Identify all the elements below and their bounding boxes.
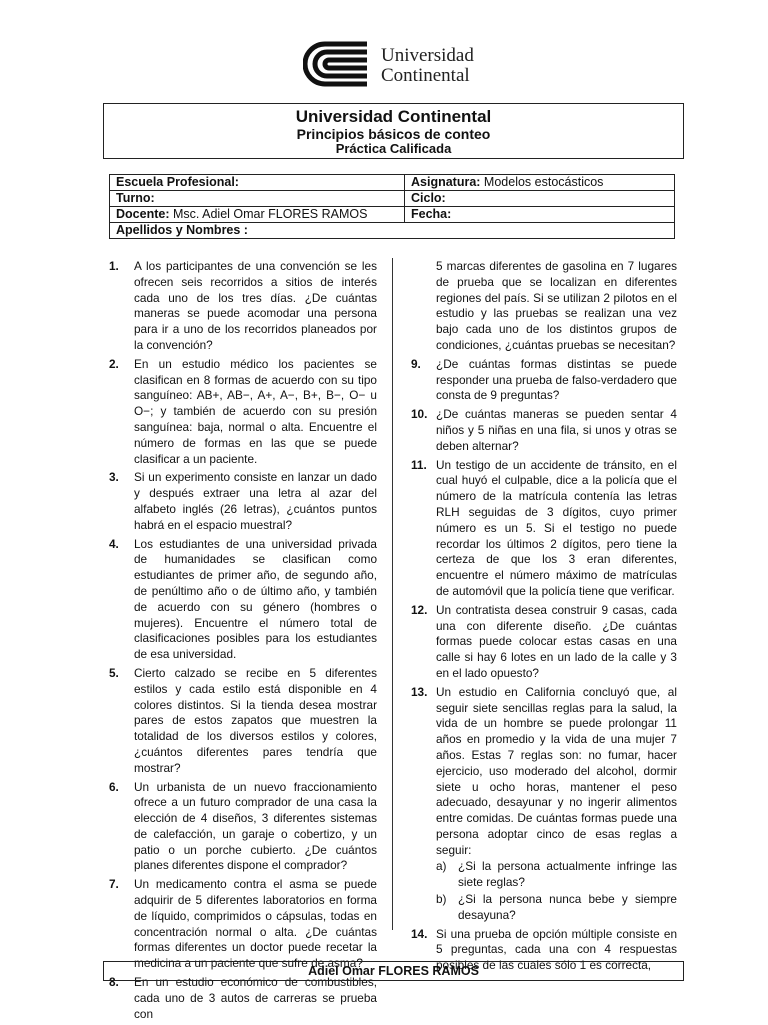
sub-item: a) ¿Si la persona actualmente infringe las siete reglas? [436,859,677,890]
problem-item: 14. Si una prueba de opción múltiple consiste en 5 preguntas, cada una con 4 respuestas posibles de las cuales sólo 1 es correcta, [411,926,677,973]
problem-continuation: 5 marcas diferentes de gasolina en 7 lugares de prueba que se localizan en diferentes regiones del país. Si se utilizan 2 pilotos en el estudio y las pruebas se realizan una vez bajo cada uno de los distintos grupos de condiciones, ¿cuántas pruebas se necesitan? [436,259,677,352]
fecha-cell: Fecha: [405,207,675,223]
problem-item: 13. Un estudio en California concluyó que, al seguir siete sencillas reglas para la salud, la vida de un hombre se puede prolongar 11 años en promedio y la vida de una mujer 7 años. Estas 7 reglas son: no fumar, hacer ejercicio, uso moderado del alcohol, dormir siete u ocho horas, mantener el peso adecuado, desayunar y no ingerir alimentos entre comidas. De cuántas formas puede una persona adoptar cinco de esas reglas a seguir: a) ¿Si la persona actualmente infringe las siete reglas? b) ¿Si la persona nunca bebe y siempre desayuna? [411,684,677,922]
info-table [109,174,675,239]
right-column [411,259,677,977]
problem-item: 8. En un estudio económico de combustibles, cada uno de 3 autos de carreras se prueba con [109,975,377,1021]
escuela-cell: Escuela Profesional: [110,175,405,191]
docente-cell: Docente: Msc. Adiel Omar FLORES RAMOS [110,207,405,223]
document-subtitle: Principios básicos de conteo [296,126,491,142]
problem-item: 11. Un testigo de un accidente de tránsito, en el cual huyó el culpable, dice a la policía que el número de la matrícula contenía las letras RLH seguidas de 3 dígitos, cuyo primer número es un 5. Si el testigo no puede recordar los últimos 2 dígitos, pero tiene la certeza de que los 3 eran diferentes, encuentre el número máximo de matrículas de automóvil que la policía tiene que verificar. [411,457,677,598]
problem-item: 12. Un contratista desea construir 9 casas, cada una con diferente diseño. ¿De cuántas formas puede colocar estas casas en una calle si hay 6 lotes en un lado de la calle y 3 en el lado opuesto? [411,602,677,680]
problem-item: 1. A los participantes de una convención se les ofrecen seis recorridos a sitios de interés cada uno de los tres días. ¿De cuántas maneras se puede acomodar una persona para ir a uno de los recorridos planeados por la convención? [109,259,377,352]
turno-cell: Turno: [110,191,405,207]
university-logo [303,40,493,90]
document-type: Práctica Calificada [335,141,452,156]
column-divider [392,258,393,930]
problem-item: 2. En un estudio médico los pacientes se clasifican en 8 formas de acuerdo con su tipo sanguíneo: AB+, AB−, A+, A−, B+, B−, O− u O−; y también de acuerdo con su presión sanguínea: baja, normal o alta. Encuentre el número de formas en las que se puede clasificar a un paciente. [109,356,377,466]
logo-text-line2: Continental [381,65,470,86]
problem-item: 10. ¿De cuántas maneras se pueden sentar 4 niños y 5 niñas en una fila, si unos y otras se deben alternar? [411,407,677,453]
sub-item: b) ¿Si la persona nunca bebe y siempre desayuna? [436,892,677,922]
left-column [109,259,377,1025]
problem-item: 7. Un medicamento contra el asma se puede adquirir de 5 diferentes laboratorios en forma de líquido, comprimidos o cápsulas, todas en concentración normal o alta. ¿De cuántas formas diferentes un doctor puede recetar la medicina a un paciente que sufre de asma? [109,877,377,971]
title-box [103,103,684,159]
ciclo-cell: Ciclo: [405,191,675,207]
asignatura-cell: Asignatura: Modelos estocásticos [405,175,675,191]
footer-author: Adiel Omar FLORES RAMOS [103,961,684,981]
apellidos-cell: Apellidos y Nombres : [110,223,675,239]
logo-text-line1: Universidad [381,45,474,66]
document-title: Universidad Continental [295,107,492,126]
problem-item: 5. Cierto calzado se recibe en 5 diferentes estilos y cada estilo está disponible en 4 colores distintos. Si la tienda desea mostrar pares de estos zapatos que muestren la totalidad de los diversos estilos y colores, ¿cuántos diferentes pares tendría que mostrar? [109,665,377,775]
problem-item: 4. Los estudiantes de una universidad privada de humanidades se clasifican como estudiantes de primer año, de segundo año, de penúltimo año o de último año, y también de acuerdo con su género (hombres o mujeres). Encuentre el número total de clasificaciones posibles para los estudiantes de esa universidad. [109,536,377,662]
problem-item: 9. ¿De cuántas formas distintas se puede responder una prueba de falso-verdadero que consta de 9 preguntas? [411,356,677,403]
logo-emblem-icon [303,40,373,88]
problem-item: 6. Un urbanista de un nuevo fraccionamiento ofrece a un futuro comprador de una casa la elección de 4 diseños, 3 diferentes sistemas de calefacción, un garaje o cobertizo, y un patio o un porche cubierto. ¿De cuántos planes diferentes dispone el comprador? [109,779,377,873]
problem-item: 3. Si un experimento consiste en lanzar un dado y después extraer una letra al azar del alfabeto inglés (26 letras), ¿cuántos puntos habrá en el espacio muestral? [109,470,377,532]
